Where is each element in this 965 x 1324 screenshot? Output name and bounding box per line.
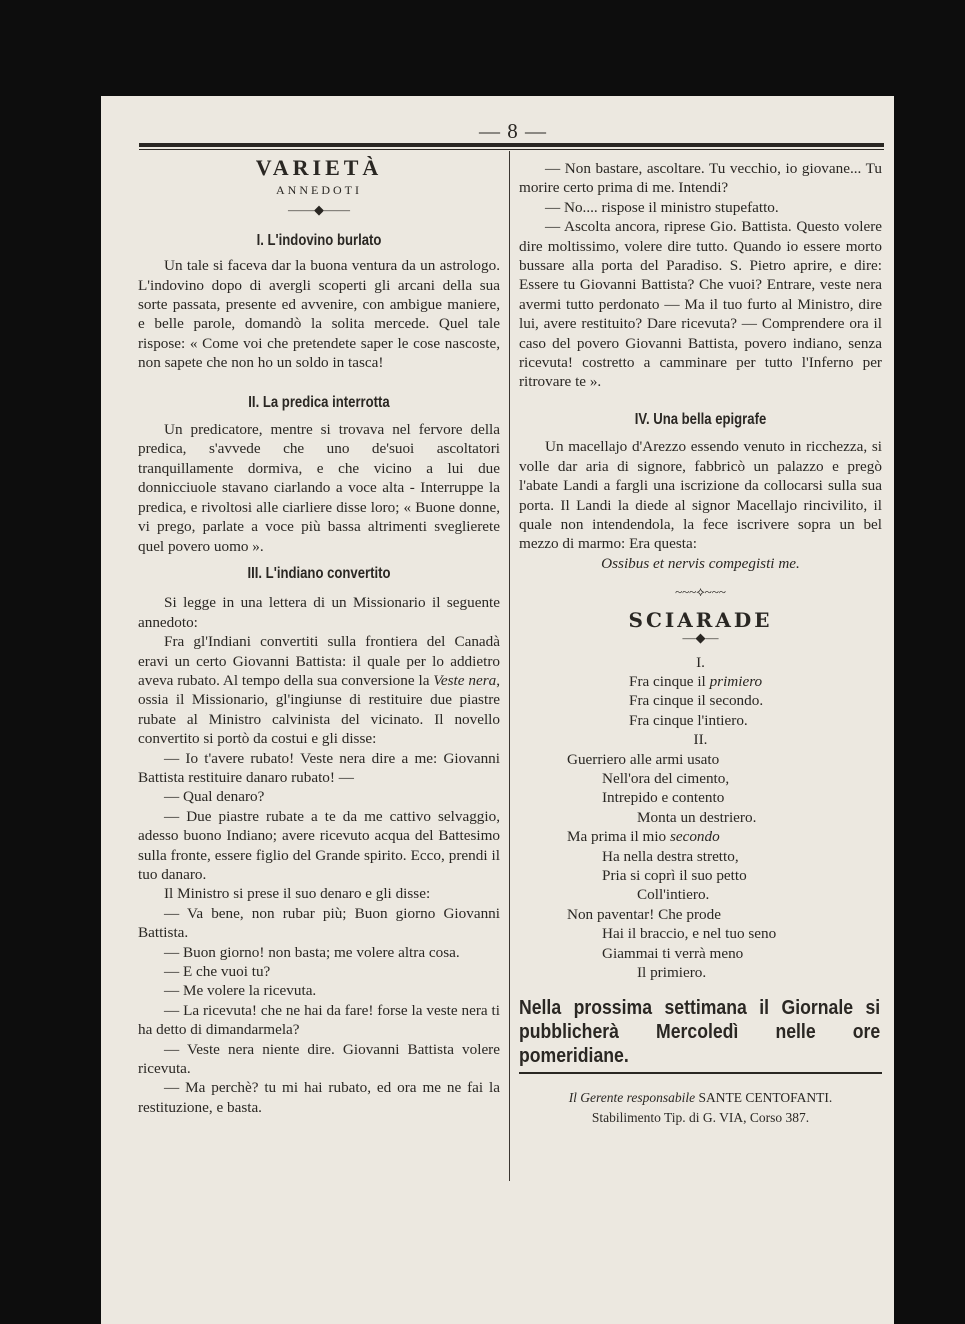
poem-line: Il primiero. — [637, 964, 707, 982]
dialogue-line: — Qual denaro? — [164, 788, 265, 806]
ornament-divider: —◆— — [682, 629, 719, 645]
poem-line: Fra cinque il primiero — [629, 672, 763, 690]
dialogue-line: — Non bastare, ascoltare. Tu vecchio, io giovane... Tu morire certo prima di me. Intendi? — [519, 160, 882, 197]
dialogue-line: — Due piastre rubate a te da me cattivo selvaggio, adesso buono Indiano; avere ricevuto acqua del Battesimo sulla fronte, essere figlio del Grande spirito. Ecco, prendi il tuo danaro. — [138, 807, 500, 883]
poem-line: Guerriero alle armi usato — [567, 750, 720, 768]
poem-line: Fra cinque il secondo. — [629, 692, 764, 710]
dialogue-line: — Me volere la ricevuta. — [164, 982, 317, 1000]
poem-line: Giammai ti verrà meno — [602, 944, 744, 962]
dialogue-line: — Va bene, non rubar più; Buon giorno Giovanni Battista. — [138, 904, 500, 942]
imprint-gerente: Il Gerente responsabile SANTE CENTOFANTI. — [568, 1090, 833, 1106]
column-divider — [509, 151, 510, 1181]
epigraph-quote: Ossibus et nervis compegisti me. — [601, 554, 800, 572]
dialogue-line: — Io t'avere rubato! Veste nera dire a me: Giovanni Battista restituire danaro rubato! — — [138, 749, 500, 786]
header-rule-thin — [139, 149, 884, 150]
dialogue-line: — E che vuoi tu? — [164, 963, 271, 981]
paragraph: Fra gl'Indiani convertiti sulla frontiera del Canadà eravi un certo Giovanni Battista: il quale per lo addietro aveva rubato. Al tempo della sua conversione la Veste nera, ossia il Missionario, gl'ingiunse di restituire due piastre rubate al Ministro calvinista del vicinato. Il novello convertito si portò da costui e gli disse: — [138, 633, 500, 748]
section-heading-varieta: VARIETÀ — [255, 155, 383, 180]
right-column — [519, 159, 882, 1127]
poem-line: Fra cinque l'intiero. — [629, 711, 748, 729]
poem-line: Coll'intiero. — [637, 886, 710, 904]
header-rule-thick — [139, 143, 884, 147]
dialogue-line: — Veste nera niente dire. Giovanni Battista volere ricevuta. — [138, 1040, 500, 1078]
sciarada-poem-2 — [519, 750, 882, 983]
poem-line: Nell'ora del cimento, — [602, 769, 730, 787]
paragraph: Si legge in una lettera di un Missionario il seguente annedoto: — [138, 594, 500, 631]
article-text-epigrafe: Un macellajo d'Arezzo essendo venuto in ricchezza, si volle dar aria di signore, fabbricò un palazzo e pregò l'abate Landi a fargli una iscrizione da collocarsi sulla sua porta. Il Landi la diede al signor Macellajo rincivilito, il quale non intendendola, la fece iscrivere sopra un bel mezzo di marmo: Era questa: — [519, 438, 882, 553]
article-title-indiano: III. L'indiano convertito — [247, 564, 391, 582]
dialogue-line: — La ricevuta! che ne hai da fare! forse la veste nera ti ha detto di dimandarmela? — [138, 1001, 500, 1039]
dialogue-line: — No.... rispose il ministro stupefatto. — [545, 198, 779, 216]
section-heading-sciarade: SCIARADE — [628, 608, 773, 633]
left-column — [138, 155, 500, 1117]
poem-line: Intrepido e contento — [602, 789, 725, 807]
article-title-predica: II. La predica interrotta — [248, 393, 390, 411]
poem-line: Hai il braccio, e nel tuo seno — [602, 925, 777, 943]
imprint-stabilimento: Stabilimento Tip. di G. VIA, Corso 387. — [591, 1109, 810, 1125]
sciarada-number-1: I. — [696, 653, 705, 671]
page-number: — 8 — — [479, 119, 547, 143]
article-title-epigrafe: IV. Una bella epigrafe — [634, 410, 767, 428]
dialogue-line: — Ma perchè? tu mi hai rubato, ed ora me ne fai la restituzione, e basta. — [138, 1079, 500, 1116]
dialogue-line: — Ascolta ancora, riprese Gio. Battista. Questo volere dire moltissimo, volere dire tutto. Quando io essere morto bussare alla porta del Paradiso. S. Pietro aprire, e dire: Essere tu Giovanni Battista? Che vuoi? Entrare, veste nera avermi tutto perdonato — Ma il tuo furto al Ministro, dire lui, avere restituito? Dare ricevuta? — Comprendere ora il caso del povero Giovanni Battista, povero indiano, senza ricevuta! costretto a camminare per tutto l'Inferno per ritrovare te ». — [519, 218, 882, 391]
article-title-indovino: I. L'indovino burlato — [256, 231, 382, 249]
sciarada-poem-1 — [519, 672, 882, 730]
paragraph: Il Ministro si prese il suo denaro e gli disse: — [164, 885, 431, 903]
ornament-divider: ~~~⟡~~~ — [675, 584, 726, 600]
article-text-predica: Un predicatore, mentre si trovava nel fervore della predica, s'avvede che uno de'suoi ascoltatori tranquillamente dormiva, e che vicino a lui due donnicciuole stavano ciarlando a voce alta - Interruppe la predica, e rivoltosi alle ciarliere disse loro; « Buone donne, vi prego, parlate a voce più bassa altrimenti sveglierete quel povero uomo ». — [138, 421, 500, 555]
poem-line: Non paventar! Che prode — [567, 905, 721, 923]
dialogue-line: — Buon giorno! non basta; me volere altra cosa. — [164, 943, 460, 961]
ornament-divider: ——◆—— — [288, 201, 350, 217]
article-text-indovino: Un tale si faceva dar la buona ventura da un astrologo. L'indovino dopo di avergli scoperti gli arcani della sua sorte passata, presente ed avvenire, con ambigue maniere, e belle parole, domandò la solita mercede. Quel tale rispose: « Come voi che pretendete saper le cose nascoste, non sapete che non ho un soldo in tasca! — [138, 257, 500, 372]
poem-line: Ha nella destra stretto, — [602, 847, 739, 865]
publication-notice: Nella prossima settimana il Giornale si pubblicherà Mercoledì nelle ore pomeridiane. — [519, 996, 881, 1068]
poem-line: Ma prima il mio secondo — [567, 828, 720, 846]
subheading-anneddoti: ANNEDOTI — [276, 183, 362, 198]
poem-line: Pria si coprì il suo petto — [602, 867, 747, 884]
sciarada-number-2: II. — [693, 731, 708, 749]
poem-line: Monta un destriero. — [637, 808, 757, 826]
newspaper-page — [101, 96, 894, 1324]
